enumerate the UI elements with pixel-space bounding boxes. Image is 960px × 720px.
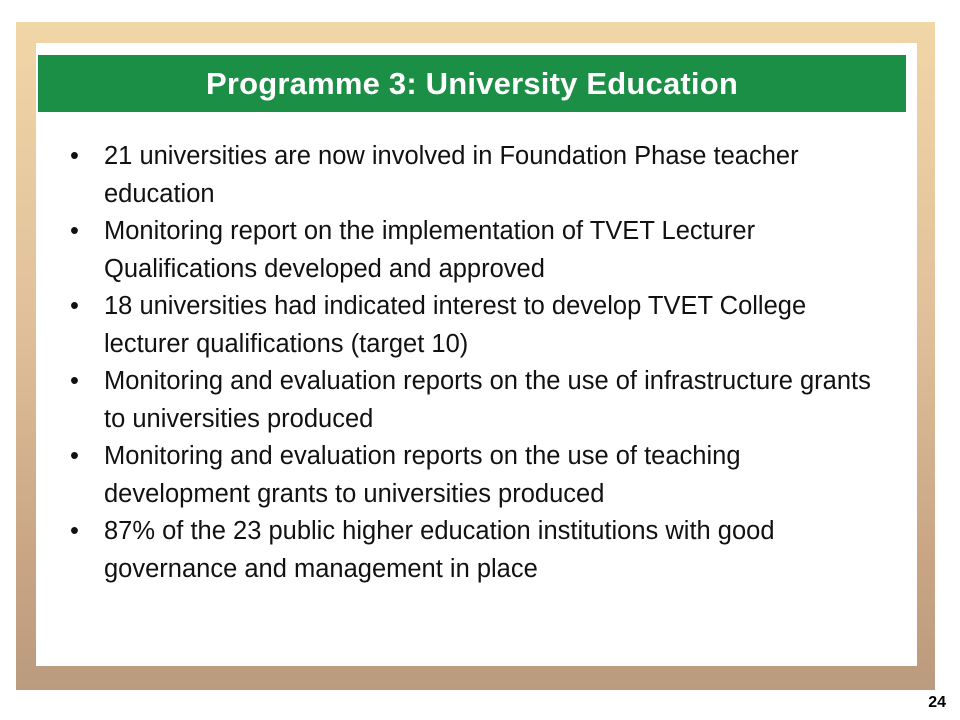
- bullet-text: 21 universities are now involved in Foundation Phase teacher education: [104, 142, 799, 208]
- bullet-dot-icon: •: [70, 367, 79, 395]
- page-number: 24: [928, 694, 946, 711]
- bullet-text: Monitoring report on the implementation of TVET Lecturer Qualifications developed and approved: [104, 217, 756, 283]
- bullet-text: 87% of the 23 public higher education institutions with good governance and management in place: [104, 517, 775, 583]
- bullet-item: [56, 288, 886, 363]
- bullet-item: [56, 213, 886, 288]
- slide-title: Programme 3: University Education: [205, 65, 739, 101]
- bullet-text: 18 universities had indicated interest to develop TVET College lecturer qualifications (target 10): [104, 292, 807, 358]
- bullet-dot-icon: •: [70, 142, 79, 170]
- bullet-list: [56, 138, 886, 588]
- bullet-dot-icon: •: [70, 442, 79, 470]
- bullet-text: Monitoring and evaluation reports on the use of teaching development grants to universities produced: [104, 442, 741, 508]
- bullet-dot-icon: •: [70, 517, 79, 545]
- bullet-item: [56, 513, 886, 588]
- bullet-item: [56, 438, 886, 513]
- title-bar: [38, 55, 906, 112]
- bullet-dot-icon: •: [70, 292, 79, 320]
- bullet-item: [56, 363, 886, 438]
- bullet-dot-icon: •: [70, 217, 79, 245]
- bullet-item: [56, 138, 886, 213]
- bullet-text: Monitoring and evaluation reports on the use of infrastructure grants to universities produced: [104, 367, 871, 433]
